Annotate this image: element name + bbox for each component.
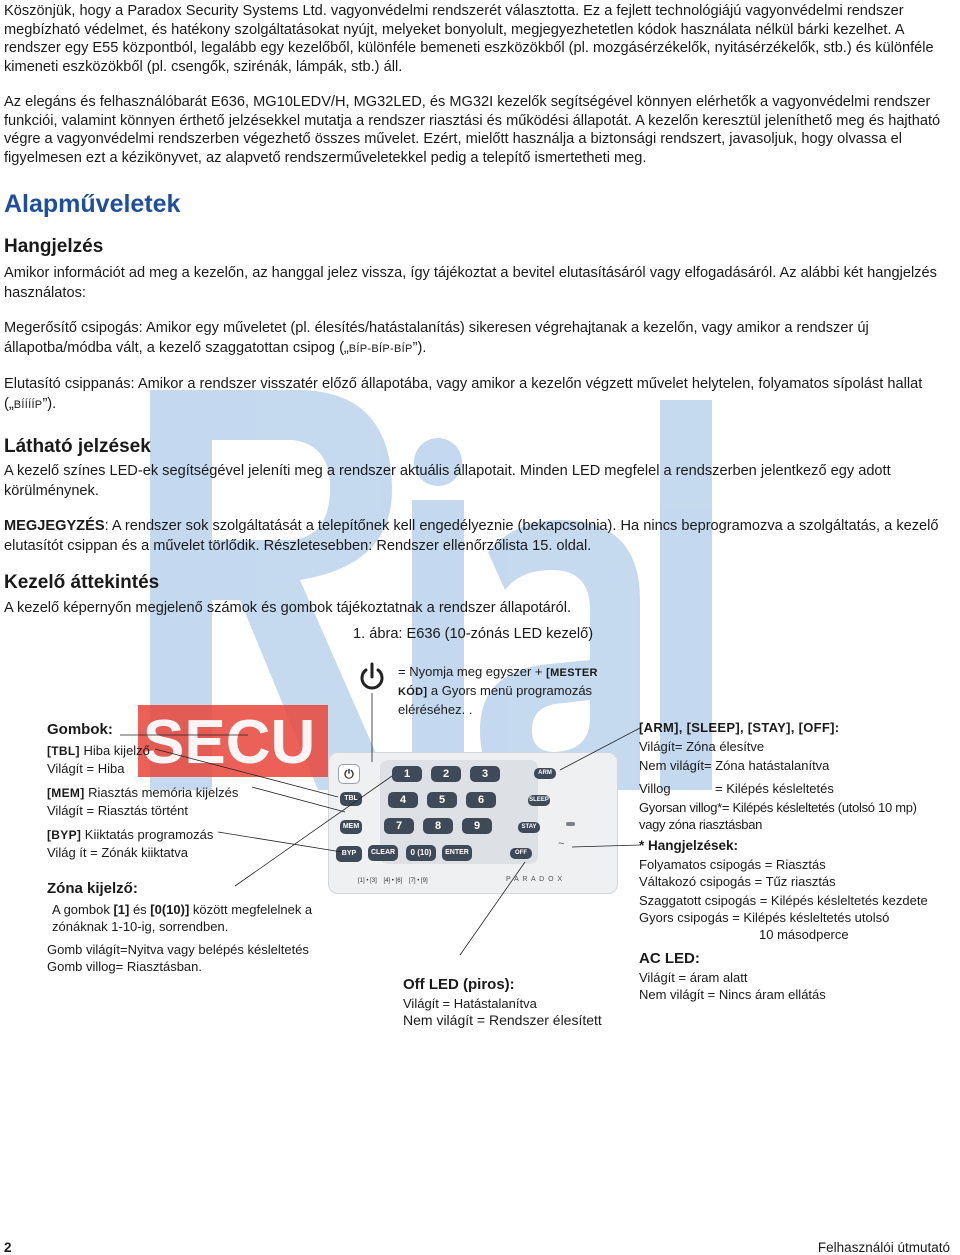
attekintes-title: Kezelő áttekintés: [4, 572, 160, 593]
key-8[interactable]: 8: [423, 818, 453, 834]
key-7[interactable]: 7: [384, 818, 414, 834]
hangjelzes-intro: Amikor információt ad meg a kezelőn, az hanggal jelez vissza, így tájékoztat a bevitel elutasításáról vagy elfogadásáról. Az alábbi két hangjelzés használatos:: [4, 265, 937, 301]
arm-fast: Gyorsan villog*= Kilépés késleltetés (utolsó 10 mp) vagy zóna riasztásban: [639, 800, 917, 832]
key-9[interactable]: 9: [462, 818, 492, 834]
zone-strip-1: [1] • [3]: [358, 878, 377, 884]
ac-led-lit: Világít = áram alatt: [639, 970, 748, 985]
byp-desc: Kiiktatás programozás: [81, 827, 214, 842]
zone-lit: Gomb világít=Nyitva vagy belépés késleltetés: [47, 942, 309, 957]
stay-key[interactable]: STAY: [518, 822, 540, 833]
ac-led-unlit: Nem világít = Nincs áram ellátás: [639, 987, 826, 1002]
power-key[interactable]: ⏻: [338, 764, 360, 784]
reject-beep-text: Amikor a rendszer visszatér előző állapotába, vagy amikor a kezelőn végzett művelet helytelen, folyamatos sípolást hallat („: [4, 376, 923, 412]
brand-logo: P A R A D O X: [506, 876, 564, 883]
leader-zone: [235, 776, 392, 886]
off-key[interactable]: OFF: [510, 848, 532, 859]
note-text: : A rendszer sok szolgáltatását a telepítőnek kell engedélyeznie (bekapcsolnia). Ha nincs beprogramozva a szolgáltatás, a kezelő elutasítót csippan és a művelet törlődik. Részletesebben: Rendszer ellenőrzőlista 15. oldal.: [4, 518, 939, 554]
reject-beep-sound: BÍÍÍÍP: [13, 398, 43, 411]
page-number: 2: [4, 1240, 12, 1255]
confirm-beep-end: ”).: [412, 339, 427, 356]
enter-key[interactable]: ENTER: [442, 845, 472, 861]
note-label: MEGJEGYZÉS: [4, 518, 105, 534]
zone-strip-3: [7] • [9]: [408, 878, 428, 884]
leader-tbl: [155, 749, 338, 797]
arm-blink-label: Villog: [639, 781, 671, 796]
leader-off: [460, 862, 525, 955]
mem-key-label: [MEM]: [47, 786, 85, 800]
off-led-lit: Világít = Hatástalanítva: [403, 996, 537, 1011]
reject-beep-end: ”).: [42, 395, 57, 412]
gombok-title: Gombok:: [47, 721, 113, 738]
intro-paragraph-1: Köszönjük, hogy a Paradox Security Systems Ltd. vagyonvédelmi rendszerét választotta. Ez a fejlett technológiájú vagyonvédelmi rendszer megbízható védelmet, és hatékony szolgáltatásokat nyújt, melyeket bonyolult, megjegyezhetetlen kódok használata nélkül bárki kezelhet. A rendszer egy E55 központból, legalább egy kezelőből, különféle bemeneti eszközökből (pl. mozgásérzékelők, nyitásérzékelők, stb.) és különféle kimeneti eszközökből (pl. csengők, szirénák, lámpák, stb.) áll.: [4, 3, 934, 75]
byp-lit: Világ ít = Zónák kiiktatva: [47, 845, 189, 860]
mem-lit: Világít = Riasztás történt: [47, 803, 189, 818]
zone-blink: Gomb villog= Riasztásban.: [47, 959, 202, 974]
zone-text-1: A gombok: [52, 902, 114, 917]
arm-keys-title: [ARM], [SLEEP], [STAY], [OFF]:: [639, 720, 840, 735]
figure-caption: 1. ábra: E636 (10-zónás LED kezelő): [353, 626, 594, 642]
power-text-2: a Gyors menü programozás eléréséhez. .: [398, 683, 593, 717]
sleep-key[interactable]: SLEEP: [528, 795, 550, 806]
tbl-key-label: [TBL]: [47, 744, 80, 758]
power-key-label: [MESTER KÓD]: [398, 667, 598, 698]
key-6[interactable]: 6: [466, 792, 496, 808]
tbl-key[interactable]: TBL: [340, 792, 362, 806]
mem-desc: Riasztás memória kijelzés: [84, 785, 239, 800]
zone-strip-2: [4] • [6]: [383, 878, 403, 884]
zone-text-3: között megfelelnek a zónáknak 1-10-ig, sorrendben.: [52, 902, 313, 934]
leader-byp: [218, 832, 342, 852]
ac-led-title: AC LED:: [639, 950, 700, 967]
zone-key-1: [1]: [113, 902, 130, 917]
key-0[interactable]: 0 (10): [406, 845, 436, 861]
intro-paragraph-2: Az elegáns és felhasználóbarát E636, MG10LEDV/H, MG32LED, és MG32I kezelők segítségével könnyen elérhetők a vagyonvédelmi rendszer funkciói, valamint könnyen érthető jelzésekkel mutatja a rendszer riasztási és működési állapotát. A kezelőn keresztül jeleníthető meg és hajtható végre a vagyonvédelmi rendszerben végezhető összes művelet. Ezért, mielőtt használja a biztonsági rendszert, javasoljuk, hogy olvassa el figyelmesen ezt a kézikönyvet, az alapvető rendszerműveletekkel pedig a telepítő ismertetheti meg.: [4, 94, 941, 166]
beep-4: Gyors csipogás = Kilépés késleltetés utolsó: [639, 910, 890, 925]
key-3[interactable]: 3: [470, 766, 500, 782]
footer-title: Felhasználói útmutató: [817, 1240, 950, 1255]
leader-ac: [572, 845, 640, 847]
reject-beep-label: Elutasító csippanás:: [4, 376, 135, 392]
confirm-beep-sound: BÍP-BÍP-BÍP: [348, 342, 413, 355]
off-led-unlit: Nem világít = Rendszer élesített: [403, 1012, 602, 1028]
byp-key-label: [BYP]: [47, 828, 82, 842]
lathato-paragraph: A kezelő színes LED-ek segítségével jeleníti meg a rendszer aktuális állapotait. Minden LED megfelel a rendszerben jelentkező egy adott körülménynek.: [4, 463, 891, 499]
arm-blink-value: = Kilépés késleltetés: [715, 781, 834, 796]
byp-key[interactable]: BYP: [336, 846, 362, 862]
arm-lit: Világít= Zóna élesítve: [639, 739, 765, 754]
zone-title: Zóna kijelző:: [47, 880, 138, 897]
off-led-title: Off LED (piros):: [403, 976, 515, 993]
tbl-lit: Világít = Hiba: [47, 761, 125, 776]
zone-text-2: és: [129, 902, 151, 917]
watermark-secu-text: SECU: [143, 708, 316, 777]
tbl-desc: Hiba kijelző: [79, 743, 150, 758]
zone-key-2: [0(10)]: [150, 902, 190, 917]
attekintes-paragraph: A kezelő képernyőn megjelenő számok és gombok tájékoztatnak a rendszer állapotáról.: [4, 600, 572, 616]
beeps-title: * Hangjelzések:: [639, 838, 739, 853]
confirm-beep-text: Amikor egy műveletet (pl. élesítés/hatástalanítás) sikeresen végrehajtanak a kezelőn, vagy amikor a rendszer új állapotba/módba vált, a kezelő szaggatottan csipog („: [4, 320, 869, 356]
beep-3: Szaggatott csipogás = Kilépés késleltetés kezdete: [639, 893, 928, 908]
hangjelzes-title: Hangjelzés: [4, 236, 104, 257]
arm-key[interactable]: ARM: [534, 768, 556, 779]
key-5[interactable]: 5: [427, 792, 457, 808]
leader-mem: [252, 787, 345, 812]
key-4[interactable]: 4: [388, 792, 418, 808]
section-title: Alapműveletek: [4, 190, 181, 218]
mem-key[interactable]: MEM: [340, 820, 362, 834]
beep-2: Váltakozó csipogás = Tűz riasztás: [639, 874, 836, 889]
lathato-title: Látható jelzések: [4, 436, 151, 457]
ac-wave-icon: ~: [558, 838, 565, 850]
beep-4-cont: 10 másodperce: [759, 927, 849, 942]
power-text-1: = Nyomja meg egyszer +: [398, 664, 547, 679]
leader-arm: [560, 728, 640, 770]
confirm-beep-label: Megerősítő csipogás:: [4, 320, 143, 336]
clear-key[interactable]: CLEAR: [368, 845, 398, 861]
arm-unlit: Nem világít= Zóna hatástalanítva: [639, 758, 830, 773]
beep-1: Folyamatos csipogás = Riasztás: [639, 857, 826, 872]
key-1[interactable]: 1: [392, 766, 422, 782]
key-2[interactable]: 2: [431, 766, 461, 782]
